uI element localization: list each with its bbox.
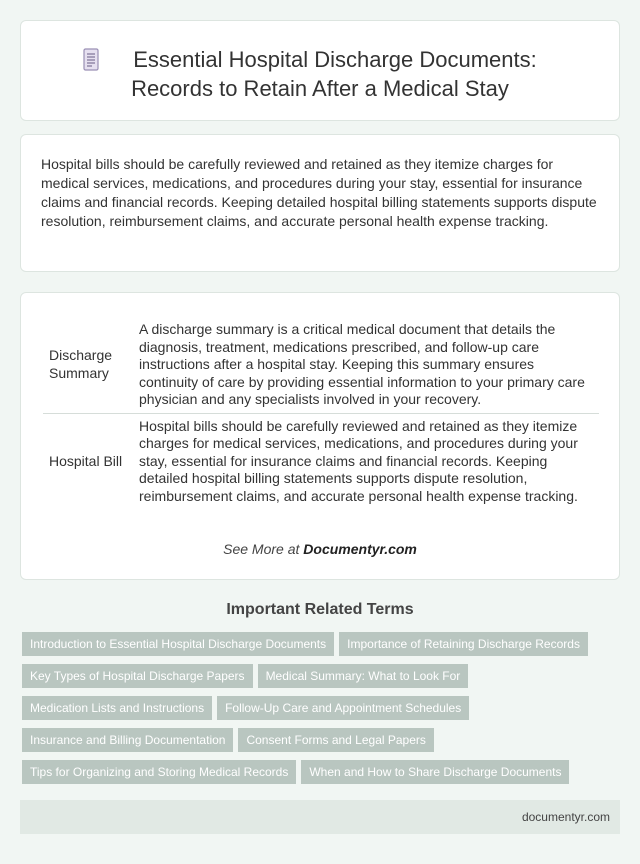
see-more-link[interactable]	[21, 541, 619, 557]
related-term-tag[interactable]: Introduction to Essential Hospital Discharge Documents	[22, 632, 334, 656]
footer-site-link[interactable]: documentyr.com	[521, 810, 610, 824]
documents-table	[43, 317, 599, 509]
page-title-line-2: Records to Retain After a Medical Stay	[131, 76, 509, 101]
tag-row	[22, 696, 622, 728]
document-term: Discharge Summary	[49, 347, 113, 381]
related-term-tag[interactable]: Medical Summary: What to Look For	[258, 664, 469, 688]
see-more-site: Documentyr.com	[303, 541, 417, 557]
tag-row	[22, 760, 622, 792]
tag-row	[22, 728, 622, 760]
title-card	[20, 20, 620, 121]
table-row	[43, 413, 599, 509]
tag-row	[22, 664, 622, 696]
intro-paragraph: Hospital bills should be carefully reviewed and retained as they itemize charges for medical services, medications, and procedures during your stay, essential for insurance claims and financial records. Keeping detailed hospital billing statements supports dispute resolution, reimbursement claims, and accurate personal health expense tracking.	[41, 156, 597, 229]
document-description: A discharge summary is a critical medical document that details the diagnosis, treatment, medications prescribed, and follow-up care instructions after a hospital stay. Keeping this summary ensures continuity of care by providing essential information to your primary care physician and any specialists involved in your recovery.	[139, 321, 585, 407]
related-term-tag[interactable]: Insurance and Billing Documentation	[22, 728, 233, 752]
related-terms-list	[22, 632, 622, 792]
related-term-tag[interactable]: Medication Lists and Instructions	[22, 696, 212, 720]
table-row	[43, 317, 599, 413]
document-description: Hospital bills should be carefully reviewed and retained as they itemize charges for medical services, medications, and procedures during your stay, essential for insurance claims and financial records. Keeping detailed hospital billing statements supports dispute resolution, reimbursement claims, and accurate personal health expense tracking.	[131, 413, 599, 509]
related-term-tag[interactable]: Tips for Organizing and Storing Medical Records	[22, 760, 296, 784]
related-term-tag[interactable]: Key Types of Hospital Discharge Papers	[22, 664, 253, 688]
page-title-line-1: Essential Hospital Discharge Documents:	[133, 47, 537, 72]
intro-card	[20, 134, 620, 272]
see-more-prefix: See More at	[223, 541, 304, 557]
related-term-tag[interactable]: Importance of Retaining Discharge Records	[339, 632, 588, 656]
document-term: Hospital Bill	[43, 413, 131, 509]
related-term-tag[interactable]: Follow-Up Care and Appointment Schedules	[217, 696, 469, 720]
related-terms-heading: Important Related Terms	[226, 601, 414, 618]
tag-row	[22, 632, 622, 664]
page-title	[21, 45, 619, 103]
related-term-tag[interactable]: Consent Forms and Legal Papers	[238, 728, 433, 752]
related-term-tag[interactable]: When and How to Share Discharge Documents	[301, 760, 569, 784]
footer-bar	[20, 800, 620, 834]
documents-card	[20, 292, 620, 580]
